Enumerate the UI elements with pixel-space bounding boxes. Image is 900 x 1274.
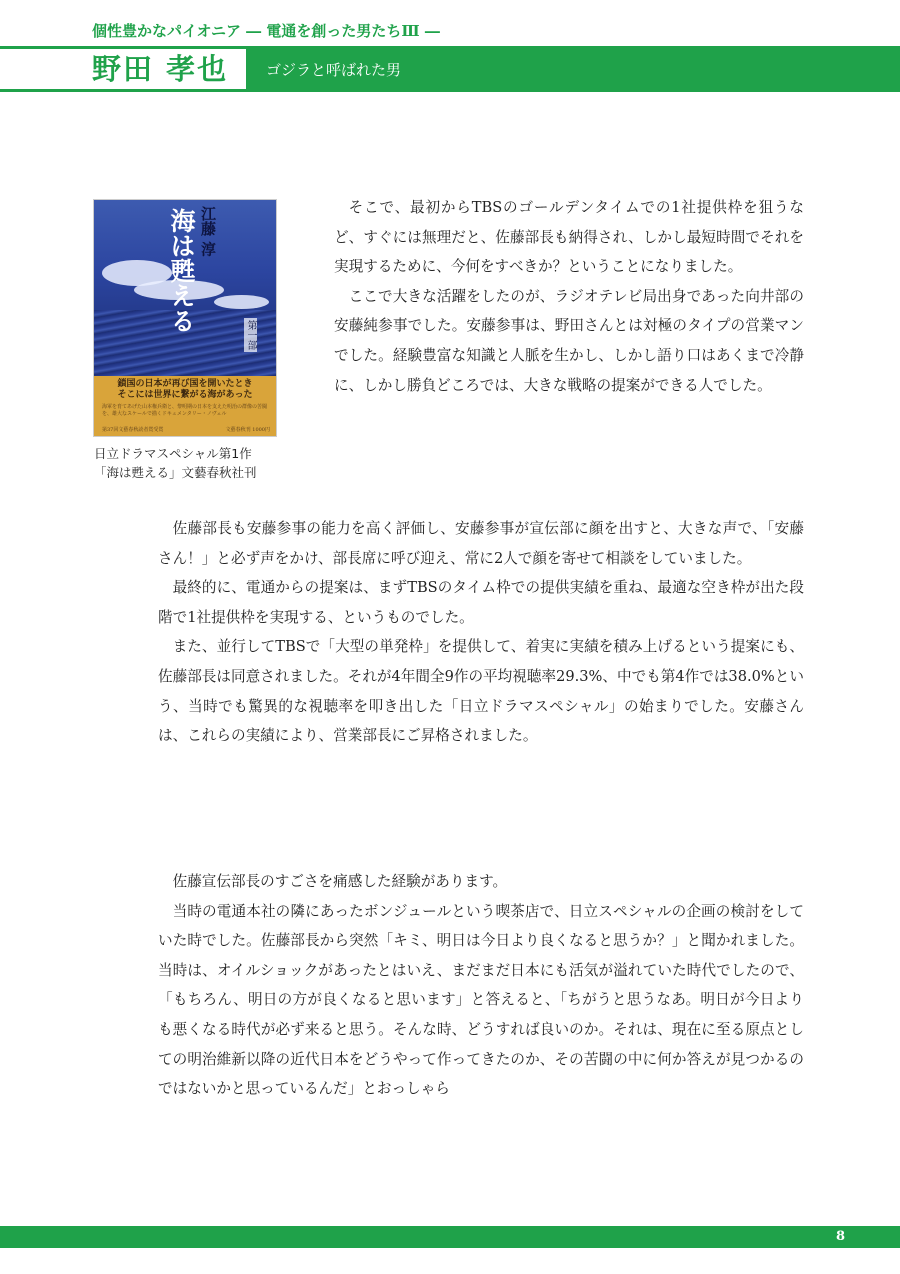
footer-band: [0, 1226, 900, 1248]
book-title: 海は甦える: [167, 208, 196, 333]
paragraph: 最終的に、電通からの提案は、まずTBSのタイム枠での提供実績を重ね、最適な空き枠が出た段階で1社提供枠を実現する、というものでした。: [158, 579, 804, 626]
body-text-full: [158, 514, 804, 751]
book-cover-image: [94, 200, 276, 436]
book-cover-cloud: [214, 295, 269, 309]
image-caption: [94, 444, 294, 482]
book-band-line2: そこには世界に繋がる海があった: [117, 390, 253, 400]
caption-line1: 日立ドラマスペシャル第1作: [94, 446, 252, 461]
paragraph: ここで大きな活躍をしたのが、ラジオテレビ局出身であった向井部の安藤純参事でした。安藤参事は、野田さんとは対極のタイプの営業マンでした。経験豊富な知識と人脈を生かし、しかし語り口はあくまで冷静に、しかし勝負どころでは、大きな戦略の提案ができる人でした。: [334, 287, 804, 394]
book-obi-band: [94, 376, 276, 436]
book-band-headline: [98, 379, 272, 401]
paragraph: 佐藤部長も安藤参事の能力を高く評価し、安藤参事が宣伝部に顔を出すと、大きな声で、「安藤さん！」と必ず声をかけ、部長席に呼び迎え、常に2人で顔を寄せて相談をしていました。: [158, 520, 804, 567]
book-band-award: 第37回文藝春秋読者賞受賞: [102, 427, 164, 433]
book-band-description: 海軍を育てあげた山本権兵衛と、黎明期の日本を支えた明治の群像の苦闘を、雄大なスケールで描くドキュメンタリー・ノヴェル: [102, 404, 268, 417]
chapter-subtitle: ゴジラと呼ばれた男: [266, 61, 402, 79]
paragraph: 佐藤宣伝部長のすごさを痛感した経験があります。: [172, 873, 508, 890]
person-name: 野田 孝也: [92, 52, 229, 86]
book-band-price: 文藝春秋刊 1000円: [225, 427, 270, 433]
series-title: 個性豊かなパイオニア ― 電通を創った男たちⅢ ―: [92, 22, 440, 40]
paragraph: 当時の電通本社の隣にあったボンジュールという喫茶店で、日立スペシャルの企画の検討をしていた時でした。佐藤部長から突然「キミ、明日は今日より良くなると思うか？」と聞かれました。当時は、オイルショックがあったとはいえ、まだまだ日本にも活気が溢れていた時代でしたので、「もちろん、明日の方が良くなると思います」と答えると、「ちがうと思うなあ。明日が今日よりも悪くなる時代が必ず来ると思う。そんな時、どうすれば良いのか。それは、現在に至る原点としての明治維新以降の近代日本をどうやって作ってきたのか、その苦闘の中に何か答えが見つかるのではないかと思っているんだ」とおっしゃら: [158, 902, 804, 1098]
book-author: 江藤 淳: [199, 206, 217, 257]
body-text-section2: [158, 867, 804, 1104]
book-band-line1: 鎖国の日本が再び国を開いたとき: [117, 379, 253, 389]
caption-line2: 「海は甦える」文藝春秋社刊: [94, 465, 257, 480]
page-number: 8: [835, 1229, 845, 1244]
book-volume: 第一部: [245, 320, 256, 350]
body-text-column: [334, 193, 804, 400]
paragraph: そこで、最初からTBSのゴールデンタイムでの1社提供枠を狙うなど、すぐには無理だと、佐藤部長も納得され、しかし最短時間でそれを実現するために、今何をすべきか？ということになりました。: [334, 199, 804, 276]
paragraph: また、並行してTBSで「大型の単発枠」を提供して、着実に実績を積み上げるという提案にも、佐藤部長は同意されました。それが4年間全9作の平均視聴率29.3%、中でも第4作では38.0%という、当時でも驚異的な視聴率を叩き出した「日立ドラマスペシャル」の始まりでした。安藤さんは、これらの実績により、営業部長にご昇格されました。: [158, 638, 804, 745]
